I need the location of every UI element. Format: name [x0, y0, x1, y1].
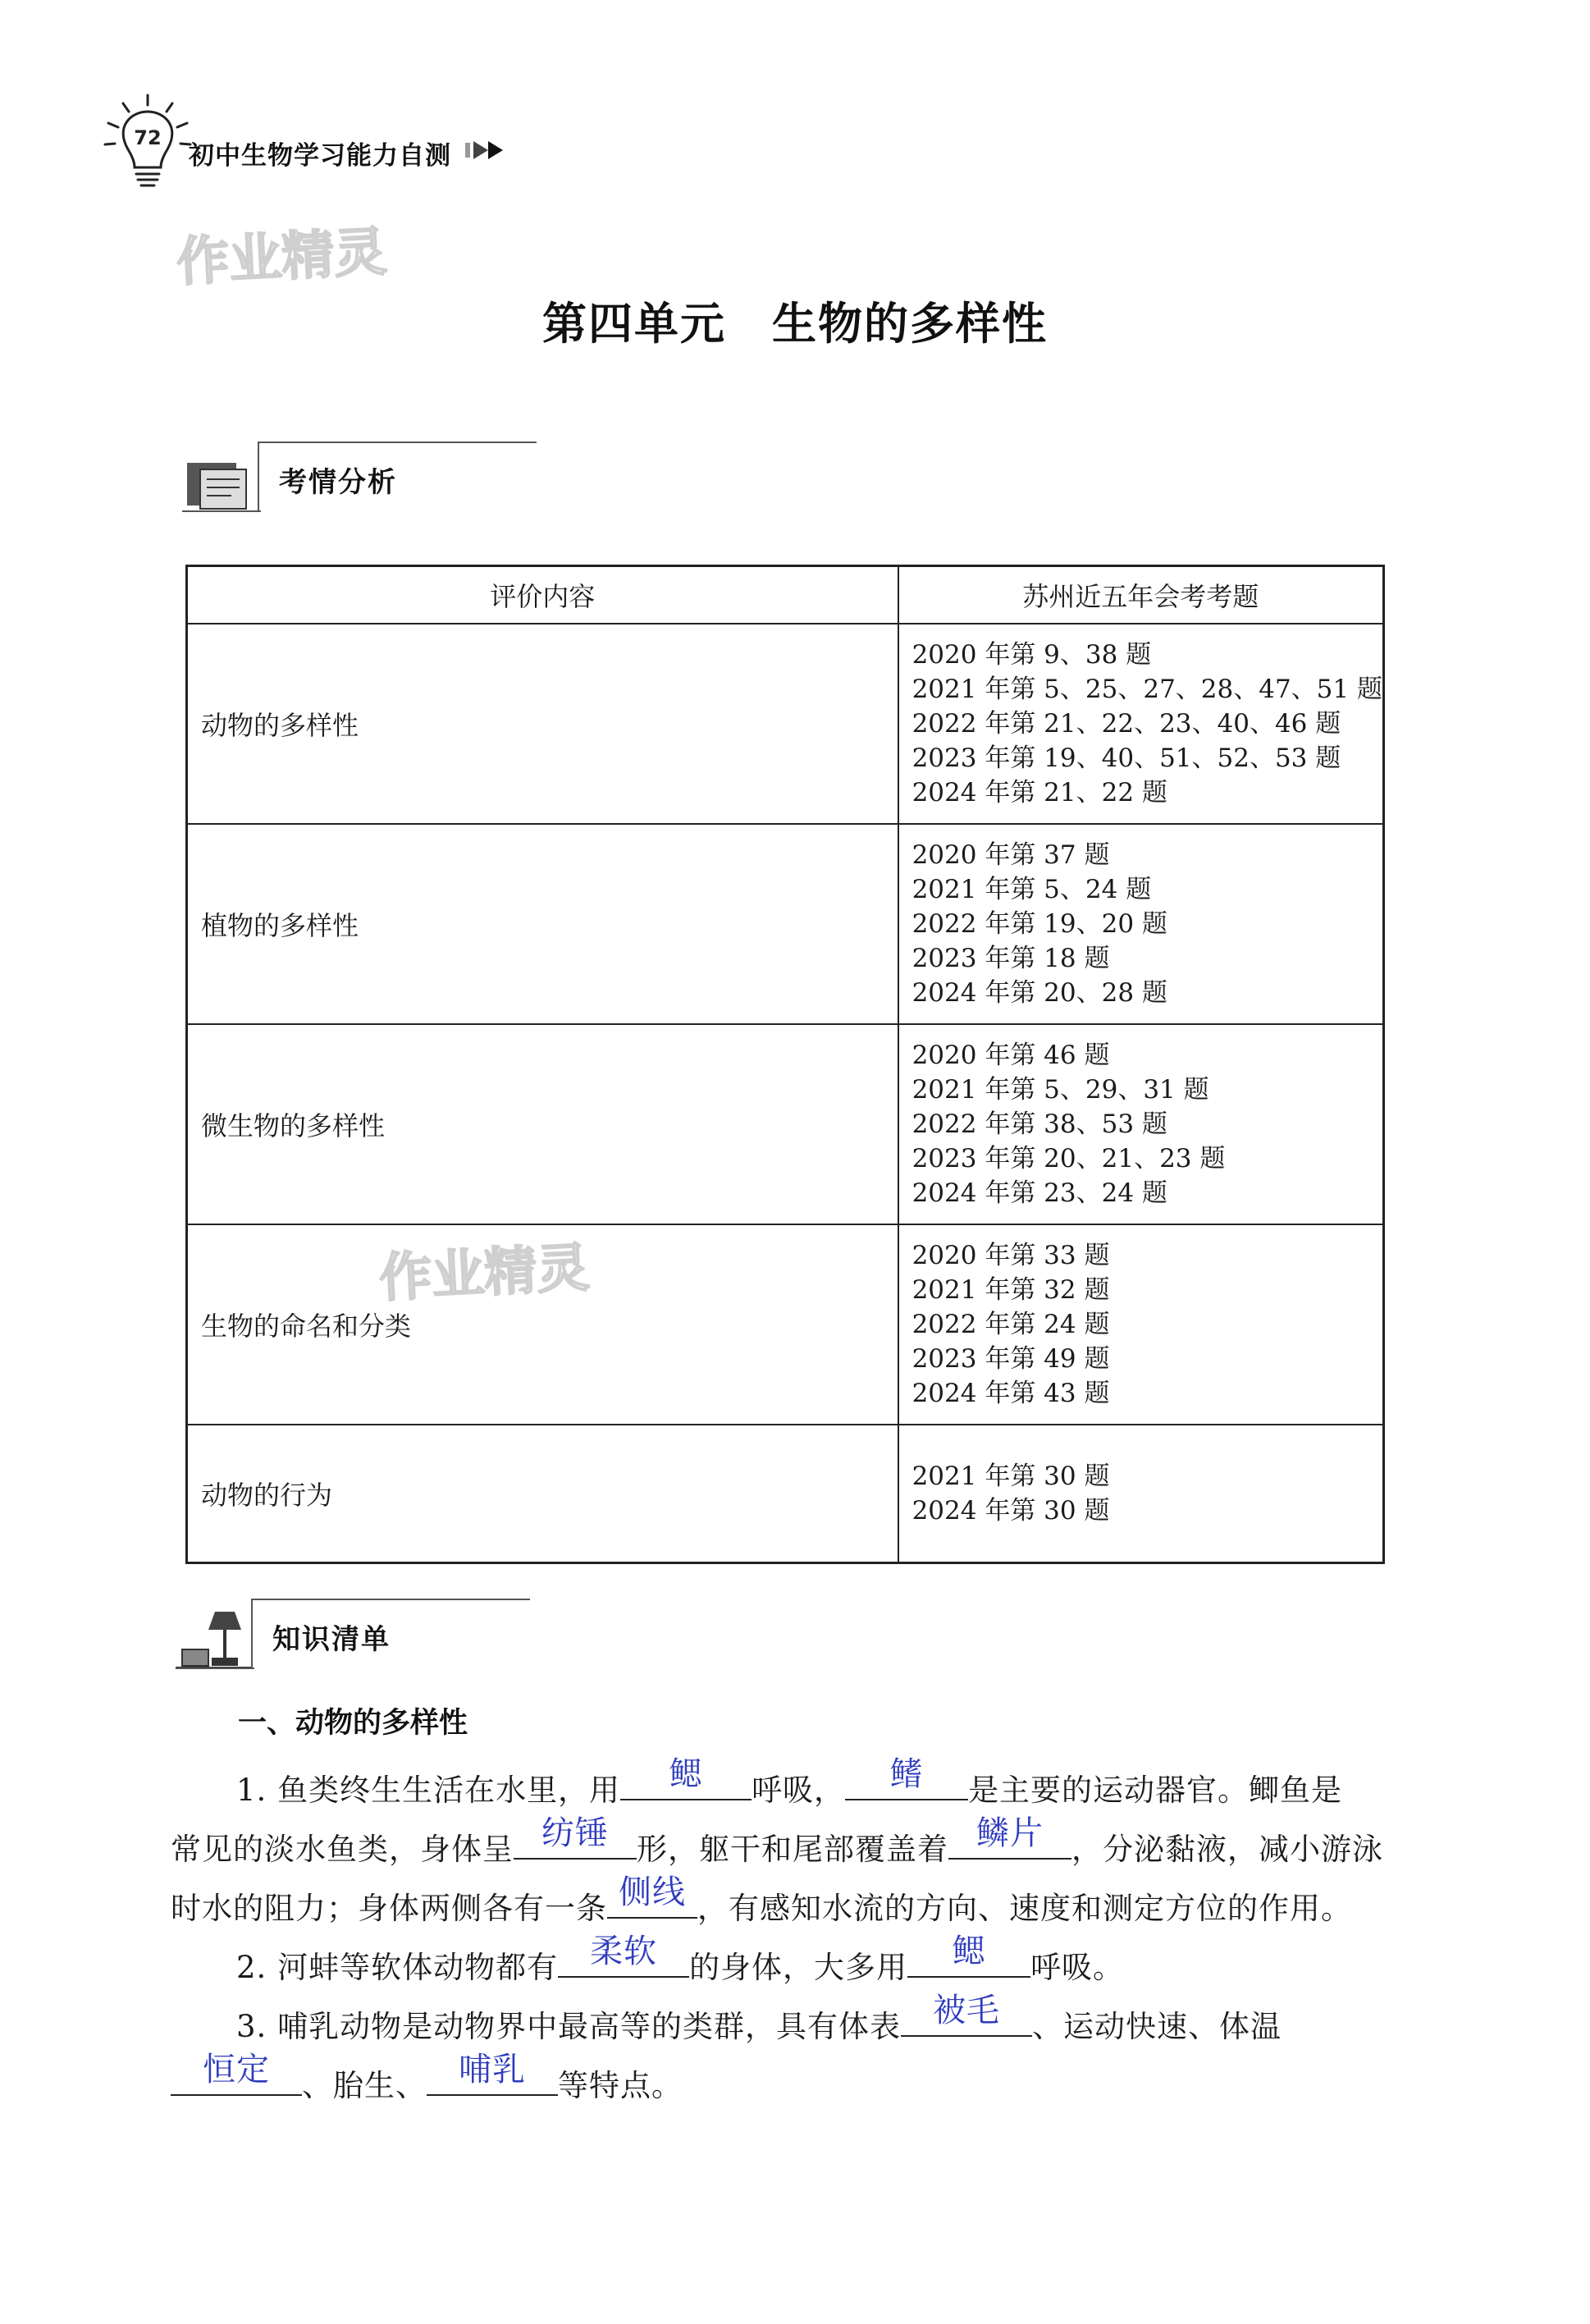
- question-3: [171, 1992, 1385, 2116]
- year-entry: 2021 年第 32 题: [912, 1275, 1110, 1305]
- years-cell: [898, 624, 1384, 824]
- year-entry: 2021 年第 5、29、31 题: [912, 1075, 1209, 1105]
- table-row: [187, 624, 1384, 824]
- unit-title: 第四单元 生物的多样性: [542, 298, 1048, 350]
- text-line: [171, 2051, 1385, 2116]
- year-entry: 2024 年第 21、22 题: [912, 778, 1167, 807]
- section-label: 考情分析: [279, 466, 397, 499]
- years-cell: [898, 1425, 1384, 1562]
- year-entry: 2024 年第 30 题: [912, 1495, 1110, 1526]
- years-cell: [898, 1224, 1384, 1425]
- column-header: 苏州近五年会考考题: [898, 566, 1384, 624]
- years-cell: [898, 1024, 1384, 1224]
- answer-blank[interactable]: [620, 1755, 752, 1800]
- question-2: [171, 1933, 1385, 1997]
- year-entry: 2024 年第 23、24 题: [912, 1178, 1167, 1208]
- text: 呼吸。: [1030, 1950, 1125, 1985]
- year-entry: 2022 年第 19、20 题: [912, 909, 1167, 939]
- topic-cell: 植物的多样性: [187, 824, 898, 1024]
- handwritten-answer: 恒定: [203, 2051, 270, 2088]
- year-entry: 2021 年第 30 题: [912, 1461, 1110, 1491]
- topic-cell: 生物的命名和分类: [187, 1224, 898, 1425]
- page-header: [98, 92, 558, 190]
- table-row: [187, 824, 1384, 1024]
- handwritten-answer: 鳃: [669, 1755, 703, 1793]
- watermark: 作业精灵: [377, 1237, 592, 1310]
- year-entry: 2020 年第 46 题: [912, 1041, 1110, 1070]
- handwritten-answer: 哺乳: [459, 2051, 526, 2088]
- year-entry: 2023 年第 49 题: [912, 1344, 1110, 1374]
- text: 等特点。: [558, 2068, 683, 2103]
- year-entry: 2020 年第 33 题: [912, 1241, 1110, 1270]
- section-label: 知识清单: [272, 1623, 391, 1656]
- text: 1. 鱼类终生生活在水里，用: [236, 1773, 621, 1808]
- text: 的身体，大多用: [689, 1950, 908, 1985]
- year-entry: 2023 年第 19、40、51、52、53 题: [912, 743, 1341, 773]
- table-row: [187, 1224, 1384, 1425]
- text: 常见的淡水鱼类，身体呈: [171, 1832, 514, 1867]
- desk-lamp-icon: [176, 1608, 251, 1674]
- year-entry: 2023 年第 20、21、23 题: [912, 1144, 1226, 1173]
- book-icon: [182, 451, 258, 517]
- watermark: 作业精灵: [175, 222, 389, 294]
- table-row: [187, 1024, 1384, 1224]
- subheading-animal-diversity: 一、动物的多样性: [238, 1707, 468, 1740]
- answer-blank[interactable]: [171, 2051, 302, 2096]
- answer-blank[interactable]: [514, 1814, 637, 1860]
- text-line: [171, 1933, 1385, 1997]
- year-entry: 2024 年第 43 题: [912, 1379, 1110, 1408]
- text: 、胎生、: [302, 2068, 427, 2103]
- column-header: 评价内容: [187, 566, 898, 624]
- year-entry: 2020 年第 9、38 题: [912, 640, 1152, 670]
- text: 3. 哺乳动物是动物界中最高等的类群，具有体表: [236, 2009, 902, 2044]
- year-entry: 2024 年第 20、28 题: [912, 978, 1167, 1008]
- text: 时水的阻力；身体两侧各有一条: [171, 1891, 607, 1926]
- answer-blank[interactable]: [901, 1992, 1032, 2037]
- text: 形，躯干和尾部覆盖着: [637, 1832, 948, 1867]
- topic-cell: 动物的行为: [187, 1425, 898, 1562]
- answer-blank[interactable]: [427, 2051, 558, 2096]
- text-line: [171, 1814, 1385, 1879]
- text-line: [171, 1755, 1385, 1820]
- answer-blank[interactable]: [948, 1814, 1071, 1860]
- year-entry: 2022 年第 38、53 题: [912, 1109, 1167, 1139]
- answer-blank[interactable]: [845, 1755, 968, 1800]
- year-entry: 2023 年第 18 题: [912, 944, 1110, 973]
- double-arrow-icon: [464, 138, 513, 162]
- page-number: 72: [134, 126, 162, 149]
- text: 呼吸，: [752, 1773, 846, 1808]
- text-line: [171, 1873, 1385, 1938]
- answer-blank[interactable]: [607, 1873, 697, 1919]
- years-cell: [898, 824, 1384, 1024]
- exam-analysis-table: [185, 565, 1385, 1564]
- text: 2. 河蚌等软体动物都有: [236, 1950, 559, 1985]
- question-1: [171, 1755, 1385, 1938]
- handwritten-answer: 纺锤: [541, 1814, 609, 1852]
- handwritten-answer: 鳞片: [976, 1814, 1044, 1852]
- handwritten-answer: 鳃: [952, 1933, 986, 1970]
- text: ，分泌黏液，减小游泳: [1071, 1832, 1383, 1867]
- answer-blank[interactable]: [558, 1933, 689, 1978]
- year-entry: 2022 年第 24 题: [912, 1310, 1110, 1339]
- handwritten-answer: 柔软: [590, 1933, 658, 1970]
- year-entry: 2021 年第 5、25、27、28、47、51 题: [912, 675, 1382, 704]
- table-header-row: [187, 566, 1384, 624]
- handwritten-answer: 侧线: [619, 1873, 686, 1911]
- text-line: [171, 1992, 1385, 2056]
- year-entry: 2020 年第 37 题: [912, 840, 1110, 870]
- topic-cell: 微生物的多样性: [187, 1024, 898, 1224]
- book-title: 初中生物学习能力自测: [189, 141, 451, 171]
- text: 、运动快速、体温: [1032, 2009, 1282, 2044]
- handwritten-answer: 鳍: [889, 1755, 924, 1793]
- text: ，有感知水流的方向、速度和测定方位的作用。: [697, 1891, 1352, 1926]
- answer-blank[interactable]: [907, 1933, 1030, 1978]
- text: 是主要的运动器官。鲫鱼是: [968, 1773, 1343, 1808]
- handwritten-answer: 被毛: [933, 1992, 1001, 2029]
- topic-cell: 动物的多样性: [187, 624, 898, 824]
- table-row: [187, 1425, 1384, 1562]
- year-entry: 2021 年第 5、24 题: [912, 875, 1152, 904]
- year-entry: 2022 年第 21、22、23、40、46 题: [912, 709, 1341, 739]
